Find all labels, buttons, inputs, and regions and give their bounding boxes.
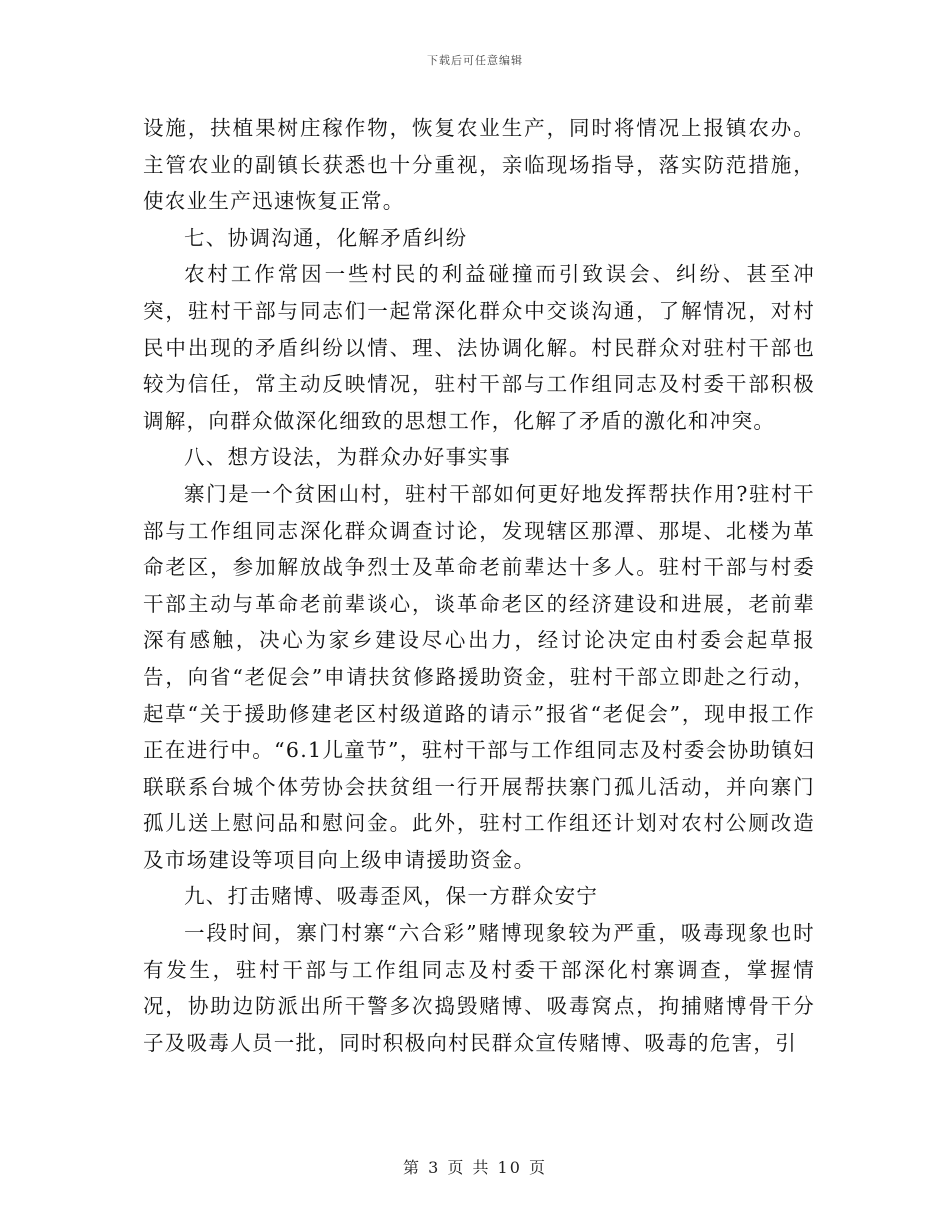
paragraph-continuation: 设施，扶植果树庄稼作物，恢复农业生产，同时将情况上报镇农办。主管农业的副镇长获悉也十分重视，亲临现场指导，落实防范措施，使农业生产迅速恢复正常。 bbox=[143, 116, 815, 214]
paragraph-section-8: 寨门是一个贫困山村，驻村干部如何更好地发挥帮扶作用?驻村干部与工作组同志深化群众调查讨论，发现辖区那潭、那堤、北楼为革命老区，参加解放战争烈士及革命老前辈达十多人。驻村干部与村委干部主动与革命老前辈谈心，谈革命老区的经济建设和进展，老前辈深有感触，决心为家乡建设尽心出力，经讨论决定由村委会起草报告，向省“老促会”申请扶贫修路援助资金，驻村干部立即赴之行动，起草“关于援助修建老区村级道路的请示”报省“老促会”，现申报工作正在进行中。“6.1儿童节”，驻村干部与工作组同志及村委会协助镇妇联联系台城个体劳协会扶贫组一行开展帮扶寨门孤儿活动，并向寨门孤儿送上慰问品和慰问金。此外，驻村工作组还计划对农村公厕改造及市场建设等项目向上级申请援助资金。 bbox=[143, 481, 815, 872]
section-heading-9: 九、打击赌博、吸毒歪风，保一方群众安宁 bbox=[184, 884, 599, 909]
document-body bbox=[143, 110, 815, 1061]
page-number-footer: 第 3 页 共 10 页 bbox=[403, 1158, 547, 1177]
page-header: 下载后可任意编辑 bbox=[427, 54, 523, 67]
section-heading-7: 七、协调沟通，化解矛盾纠纷 bbox=[184, 225, 468, 250]
section-heading-8: 八、想方设法，为群众办好事实事 bbox=[184, 445, 511, 470]
paragraph-section-9: 一段时间，寨门村寨“六合彩”赌博现象较为严重，吸毒现象也时有发生，驻村干部与工作组同志及村委干部深化村寨调查，掌握情况，协助边防派出所干警多次捣毁赌博、吸毒窝点，拘捕赌博骨干分子及吸毒人员一批，同时积极向村民群众宣传赌博、吸毒的危害，引 bbox=[143, 921, 815, 1055]
paragraph-section-7: 农村工作常因一些村民的利益碰撞而引致误会、纠纷、甚至冲突，驻村干部与同志们一起常深化群众中交谈沟通，了解情况，对村民中出现的矛盾纠纷以情、理、法协调化解。村民群众对驻村干部也较为信任，常主动反映情况，驻村干部与工作组同志及村委干部积极调解，向群众做深化细致的思想工作，化解了矛盾的激化和冲突。 bbox=[143, 262, 815, 433]
